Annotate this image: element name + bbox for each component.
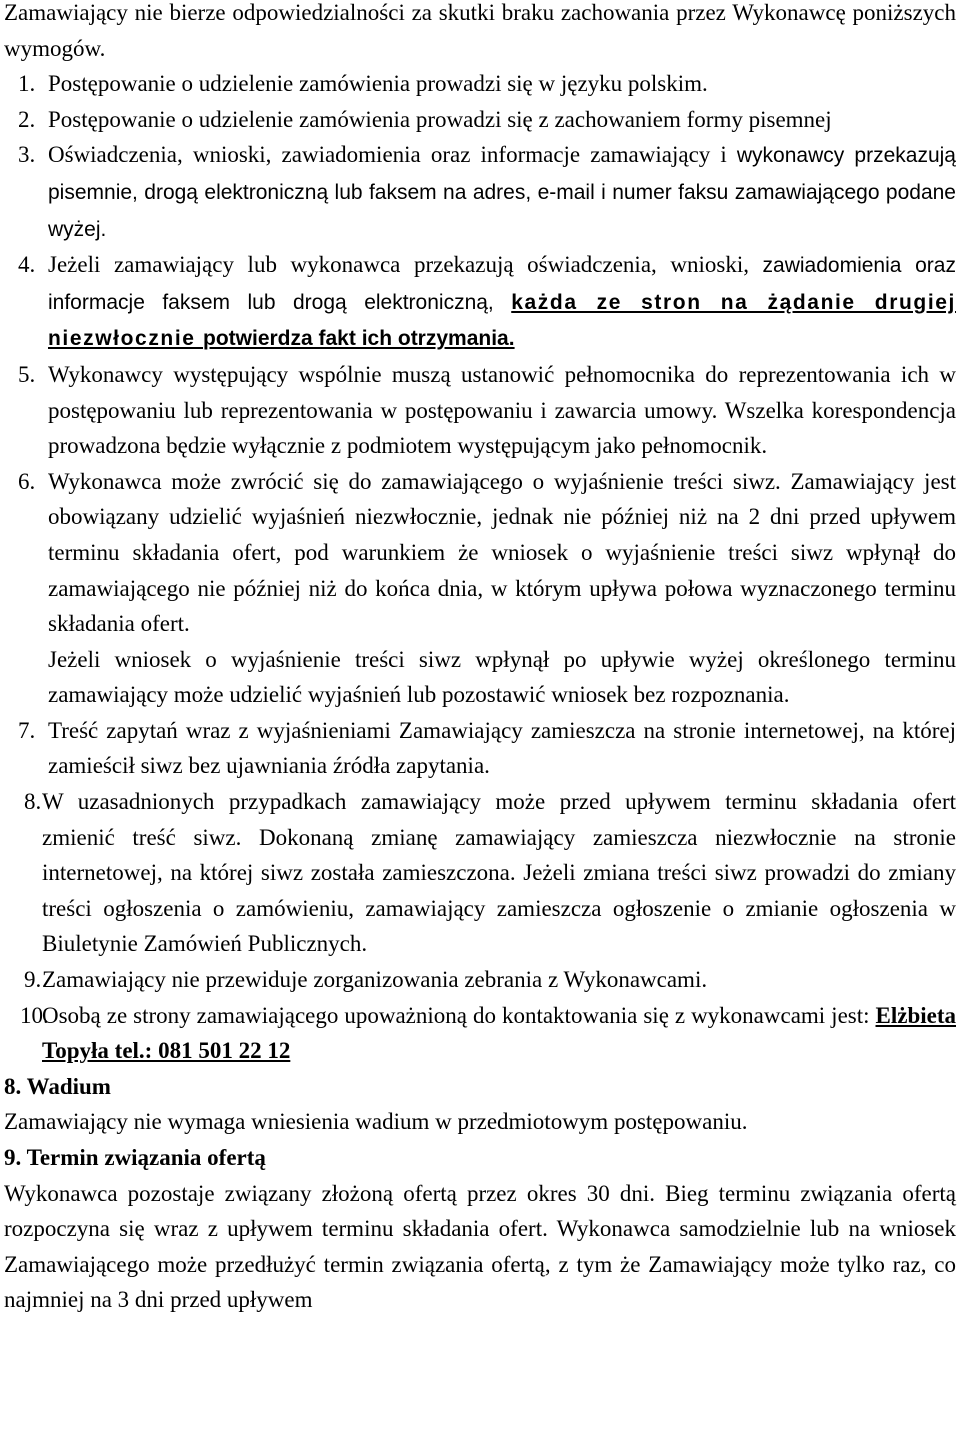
list-item-9	[4, 962, 956, 998]
list-item-text: Wykonawca może zwrócić się do zamawiającego o wyjaśnienie treści siwz. Zamawiający jest obowiązany udzielić wyjaśnień niezwłocznie, jednak nie później niż na 2 dni przed upływem terminu składania ofert, pod warunkiem że wniosek o wyjaśnienie treści siwz wpłynął do zamawiającego nie później niż do końca dnia, w którym upływa połowa wyznaczonego terminu składania ofert.	[48, 468, 956, 637]
list-item-5	[4, 357, 956, 464]
list-item-8	[4, 784, 956, 962]
list-item-subparagraph: Jeżeli wniosek o wyjaśnienie treści siwz wpłynął po upływie wyżej określonego terminu zamawiający może udzielić wyjaśnień lub pozostawić wniosek bez rozpoznania.	[48, 646, 956, 708]
emphasis-text: każda ze stron na żądanie drugiej niezwłocznie	[48, 290, 956, 351]
list-number: 7.	[18, 717, 36, 743]
contact-person: Elżbieta Topyła tel.: 081 501 22 12	[42, 1002, 956, 1064]
list-item-text: Wykonawcy występujący wspólnie muszą ustanowić pełnomocnika do reprezentowania ich w postępowaniu lub reprezentowania w postępowaniu i zawarcia umowy. Wszelka korespondencja prowadzona będzie wyłącznie z podmiotem występującym jako pełnomocnik.	[48, 361, 956, 459]
list-number: 1.	[18, 71, 36, 97]
list-item-text: Treść zapytań wraz z wyjaśnieniami Zamawiający zamieszcza na stronie internetowej, na której zamieścił siwz bez ujawniania źródła zapytania.	[48, 717, 956, 779]
list-item-text: Osobą ze strony zamawiającego upoważnioną do kontaktowania się z wykonawcami jest:	[42, 1002, 876, 1028]
list-number: 5.	[18, 361, 36, 387]
list-item-4	[4, 247, 956, 357]
list-item-text: W uzasadnionych przypadkach zamawiający może przed upływem terminu składania ofert zmienić treść siwz. Dokonaną zmianę zamawiający zamieszcza niezwłocznie na stronie internetowej, na której siwz została zamieszczona. Jeżeli zmiana treści siwz prowadzi do zmiany treści ogłoszenia o zamówieniu, zamawiający zamieszcza ogłoszenie o zmianie ogłoszenia w Biuletynie Zamówień Publicznych.	[42, 789, 956, 957]
list-item-3	[4, 137, 956, 247]
list-number: 6.	[18, 468, 36, 494]
list-item-text: Jeżeli zamawiający lub wykonawca przekazują oświadczenia, wnioski,	[48, 252, 763, 278]
list-item-10	[4, 998, 956, 1069]
document-page	[4, 0, 956, 1318]
section-text-wadium: Zamawiający nie wymaga wniesienia wadium w przedmiotowym postępowaniu.	[4, 1109, 748, 1135]
section-text-termin: Wykonawca pozostaje związany złożoną ofertą przez okres 30 dni. Bieg terminu związania ofertą rozpoczyna się wraz z upływem terminu składania ofert. Wykonawca samodzielnie lub na wniosek Zamawiającego może przedłużyć termin związania ofertą, z tym że Zamawiający może tylko raz, co najmniej na 3 dni przed upływem	[4, 1180, 956, 1313]
list-number: 2.	[18, 106, 36, 132]
list-item-text: Oświadczenia, wnioski, zawiadomienia oraz informacje zamawiający i	[48, 142, 737, 168]
list-item-text: Postępowanie o udzielenie zamówienia prowadzi się z zachowaniem formy pisemnej	[48, 106, 832, 132]
list-item-2	[4, 102, 956, 138]
intro-paragraph: Zamawiający nie bierze odpowiedzialności za skutki braku zachowania przez Wykonawcę poniższych wymogów.	[4, 0, 956, 61]
list-item-1	[4, 66, 956, 102]
list-item-text: Zamawiający nie przewiduje zorganizowania zebrania z Wykonawcami.	[42, 967, 708, 993]
list-item-7	[4, 713, 956, 784]
section-heading-wadium: 8. Wadium	[4, 1073, 111, 1099]
list-number: 4.	[18, 252, 36, 278]
list-number: 10.	[20, 1002, 49, 1028]
list-item-text-sans: zawiadomienia oraz informacje faksem lub drogą elektroniczną,	[48, 254, 956, 314]
list-item-text: Postępowanie o udzielenie zamówienia prowadzi się w języku polskim.	[48, 71, 708, 97]
list-item-text-sans: wykonawcy przekazują pisemnie, drogą elektroniczną lub faksem na adres, e-mail i numer faksu zamawiającego podane wyżej.	[48, 144, 956, 241]
list-item-6	[4, 464, 956, 713]
list-number: 9.	[24, 967, 42, 993]
list-number: 8.	[24, 789, 42, 815]
list-number: 3.	[18, 142, 36, 168]
emphasis-text: potwierdza fakt ich otrzymania.	[203, 327, 515, 351]
section-heading-termin: 9. Termin związania ofertą	[4, 1145, 266, 1170]
